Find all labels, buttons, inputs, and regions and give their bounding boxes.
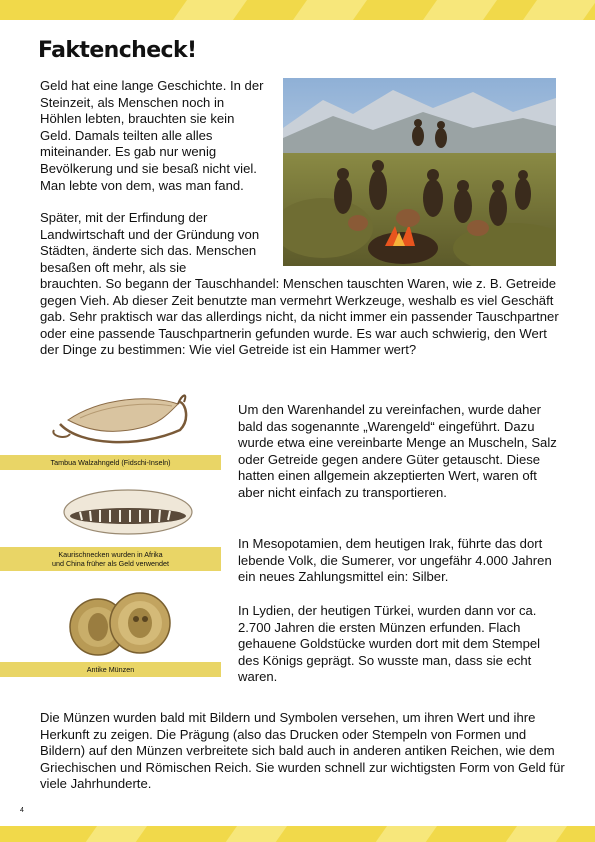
caption-coins-text: Antike Münzen [86, 665, 135, 674]
bottom-decorative-band [0, 826, 595, 842]
whale-tooth-image [40, 390, 220, 454]
paragraph-commodity-money: Um den Warenhandel zu vereinfachen, wurde daher bald das sogenannte „Warengeld“ eingeführt. Dazu wurde etwa eine vereinbarte Menge an Muscheln, Salz oder Getreide gegen andere Güter getauscht. Diese hatten einen allgemein akzeptierten Wert, waren oft aber nicht einfach zu transportieren. [238, 402, 557, 500]
caption-coins [0, 662, 221, 677]
page-number: 4 [20, 807, 24, 814]
paragraph-coin-spread: Die Münzen wurden bald mit Bildern und Symbolen versehen, um ihren Wert und ihre Herkunft zu zeigen. Die Prägung (also das Drucken oder Stempeln von Formen und Bildern) auf den Münzen verbreitete sich bald auch in anderen antiken Reichen, wie dem Griechischen und Römischen Reich. Sie wurden schnell zur wichtigsten Form von Geld für viele Jahrhunderte. [40, 710, 565, 792]
paragraph-barter: brauchten. So begann der Tauschhandel: Menschen tauschten Waren, wie z. B. Getreide gegen Vieh. Ab dieser Zeit benutzte man vermehrt Werkzeuge, weshalb es viel Geschäft gab. Sehr praktisch war das allerdings nicht, da nicht immer ein passender Tauschpartner oder eine passende Tauschpartnerin gefunden wurde. Es war auch schwierig, den Wert der Dinge zu bestimmen: Wie viel Getreide ist ein Hammer wert? [40, 276, 559, 358]
caption-tambua-text: Tambua Walzahngeld (Fidschi-Inseln) [50, 458, 171, 467]
caption-kauri-line1: Kaurischnecken wurden in Afrika [58, 550, 163, 559]
cowrie-shell-image [40, 482, 220, 544]
page-title: Faktencheck! [38, 38, 197, 63]
paragraph-mesopotamia: In Mesopotamien, dem heutigen Irak, führte das dort lebende Volk, die Sumerer, vor ungefähr 4.000 Jahren ein neues Zahlungsmittel ein: Silber. [238, 536, 552, 585]
caption-kauri-line2: und China früher als Geld verwendet [51, 559, 170, 568]
paragraph-lydia: In Lydien, der heutigen Türkei, wurden dann vor ca. 2.700 Jahren die ersten Münzen erfunden. Flach gehauene Goldstücke wurden dort mit dem Stempel des Königs geprägt. So wusste man, dass sie echt waren. [238, 603, 541, 685]
caption-kauri [0, 547, 221, 571]
paragraph-stone-age: Geld hat eine lange Geschichte. In der Steinzeit, als Menschen noch in Höhlen lebten, brauchten sie kein Geld. Damals teilten alle alles miteinander. Es gab nur wenig Bevölkerung und sie besaß nicht viel. Man lebte von dem, was man fand. [40, 78, 264, 193]
stone-age-photo [283, 78, 556, 266]
ancient-coins-image [40, 587, 220, 659]
caption-tambua [0, 455, 221, 470]
top-decorative-band [0, 0, 595, 20]
paragraph-agriculture: Später, mit der Erfindung der Landwirtschaft und der Gründung von Städten, änderte sich das. Menschen besaßen oft mehr, als sie [40, 210, 260, 275]
